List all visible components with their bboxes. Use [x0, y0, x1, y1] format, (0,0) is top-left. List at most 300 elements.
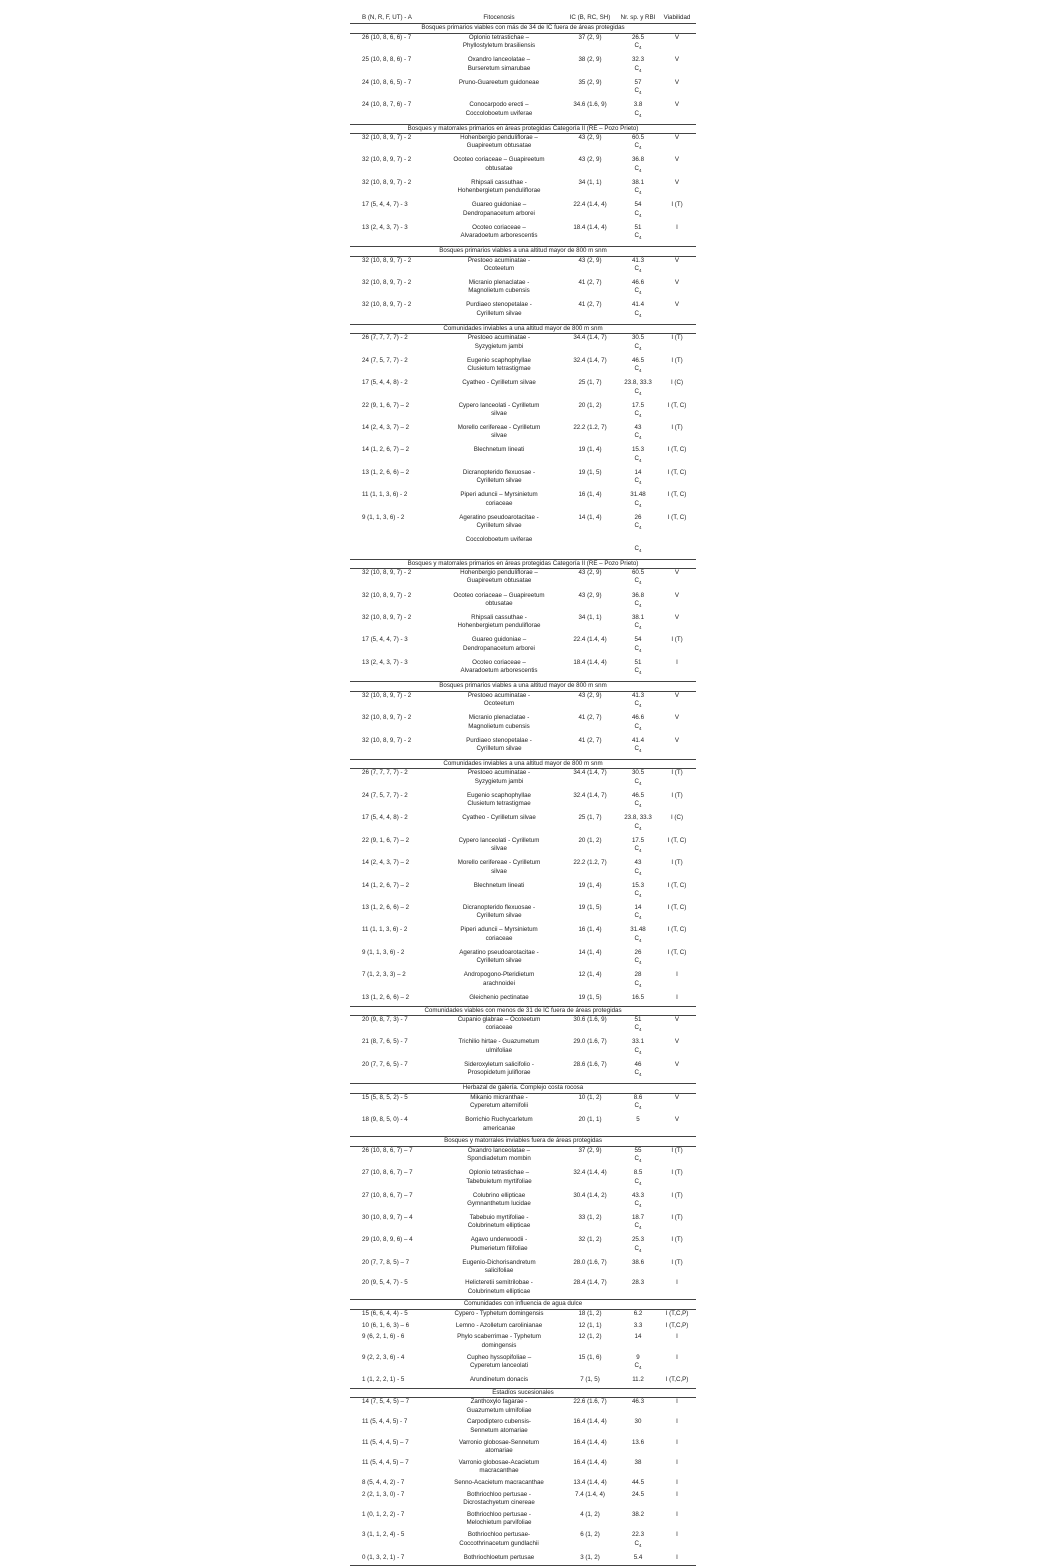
header-b: B (N, R, F, UT) - A	[350, 14, 436, 24]
cell-viabilidad: V	[674, 178, 680, 186]
header-nr: Nr. sp. y RBI	[618, 14, 658, 24]
cell-nr	[618, 1116, 658, 1137]
fitocenosis-name: Varronio globosae-Sennetum atomariae	[458, 1438, 540, 1454]
cell-b: 11 (5, 4, 4, 5) – 7	[362, 1438, 409, 1446]
table-row	[350, 1146, 696, 1169]
section-header-row	[350, 247, 696, 256]
section-header-row	[350, 1388, 696, 1397]
cell-b: 20 (9, 5, 4, 7) - 5	[362, 1279, 408, 1287]
table-row	[350, 1214, 696, 1236]
cell-viabilidad: I (T)	[671, 1214, 683, 1222]
fitocenosis-name: Prestoeo acuminatae - Ocoteetum	[467, 256, 531, 272]
cell-b: 9 (2, 2, 3, 6) - 4	[362, 1353, 405, 1361]
table-row	[350, 201, 696, 223]
cell-ic: 22.6 (1.6, 7)	[573, 1398, 607, 1406]
cell-ic: 43 (2, 9)	[578, 133, 602, 141]
table-row	[350, 514, 696, 536]
cell-b: 32 (10, 8, 9, 7) - 2	[362, 714, 412, 722]
cell-ic: 43 (2, 9)	[578, 591, 602, 599]
nr-value: 14	[634, 468, 642, 476]
cell-viabilidad: I (T, C)	[667, 948, 687, 956]
c4-marker: $C_4$	[634, 365, 642, 374]
nr-value: 31.48	[630, 926, 646, 934]
cell-nr	[618, 837, 658, 859]
cell-viabilidad: I (T)	[671, 1169, 683, 1177]
nr-value: 11.2	[632, 1375, 644, 1383]
section-title: Bosques y matorrales primarios en áreas protegidas Categoría II (RE – Pozo Prieto)	[350, 124, 696, 133]
table-row	[350, 33, 696, 56]
c4-marker: $C_4$	[634, 1155, 642, 1164]
cell-fitocenosis	[436, 592, 562, 614]
cell-viabilidad: I	[676, 1418, 678, 1426]
cell-fitocenosis	[436, 33, 562, 56]
table-row	[350, 659, 696, 682]
c4-marker: $C_4$	[634, 499, 642, 508]
cell-nr	[618, 1259, 658, 1279]
cell-b: 32 (10, 8, 9, 7) - 2	[362, 178, 412, 186]
fitocenosis-name: Purdiaeo stenopetalae - Cyrilletum silvae	[466, 736, 532, 752]
cell-viabilidad: I (T)	[671, 334, 683, 342]
nr-value: 3.3	[633, 1321, 643, 1329]
cell-viabilidad: V	[674, 1038, 680, 1046]
nr-value: 51	[634, 223, 642, 231]
cell-nr	[618, 904, 658, 926]
cell-fitocenosis	[436, 1236, 562, 1258]
section-header-row	[350, 24, 696, 33]
table-header-row	[350, 14, 696, 24]
cell-nr	[618, 133, 658, 156]
nr-value: 36.8	[631, 156, 645, 164]
cell-fitocenosis	[436, 971, 562, 993]
table-row	[350, 536, 696, 559]
cell-b: 25 (10, 8, 8, 6) - 7	[362, 56, 412, 64]
cell-fitocenosis	[436, 469, 562, 491]
table-row	[350, 334, 696, 357]
cell-b	[350, 536, 436, 559]
cell-ic: 43 (2, 9)	[578, 691, 602, 699]
cell-b: 26 (10, 8, 6, 7) – 7	[362, 1146, 413, 1154]
nr-value: 28.3	[631, 1279, 645, 1287]
table-row	[350, 301, 696, 324]
table-row	[350, 79, 696, 101]
cell-nr	[618, 1531, 658, 1553]
cell-viabilidad: I	[676, 223, 678, 231]
section-header-row	[350, 559, 696, 568]
cell-b: 27 (10, 8, 6, 7) – 7	[362, 1169, 413, 1177]
nr-value: 43.3	[631, 1191, 645, 1199]
cell-viabilidad: I	[676, 1553, 678, 1561]
cell-ic: 20 (1, 2)	[578, 836, 602, 844]
cell-b: 2 (2, 1, 3, 0) - 7	[362, 1490, 405, 1498]
fitocenosis-name: Cypero lanceolati - Cyrilletum silvae	[458, 401, 540, 417]
cell-b: 32 (10, 8, 9, 7) - 2	[362, 279, 412, 286]
cell-b: 22 (9, 1, 6, 7) – 2	[362, 401, 410, 409]
section-header-row	[350, 1137, 696, 1146]
cell-ic: 13.4 (1.4, 4)	[573, 1478, 607, 1486]
cell-viabilidad: V	[674, 613, 680, 621]
cell-viabilidad: V	[674, 33, 680, 41]
c4-marker: $C_4$	[634, 957, 642, 966]
cell-fitocenosis	[436, 737, 562, 760]
cell-viabilidad: I (T, C)	[667, 446, 687, 454]
cell-b: 32 (10, 8, 9, 7) - 2	[362, 569, 412, 577]
nr-value: 41.3	[631, 691, 645, 699]
cell-b: 11 (1, 1, 3, 6) - 2	[362, 491, 408, 499]
cell-viabilidad: I	[676, 1458, 678, 1466]
cell-ic: 16.4 (1.4, 4)	[573, 1418, 607, 1426]
nr-value: 8.5	[633, 1169, 643, 1177]
table-row	[350, 469, 696, 491]
cell-fitocenosis	[436, 301, 562, 324]
section-header-row	[350, 682, 696, 691]
fitocenosis-name: Ocoteo coriaceae – Alvaradoetum arborescentis	[460, 658, 538, 675]
cell-ic: 38 (2, 9)	[578, 56, 602, 64]
fitocenosis-name: Varronio globosae-Acacietum macracanthae	[458, 1458, 540, 1475]
cell-nr	[618, 1418, 658, 1438]
cell-nr	[618, 334, 658, 357]
c4-marker: $C_4$	[634, 287, 642, 296]
cell-fitocenosis	[436, 659, 562, 682]
fitocenosis-name: Prestoeo acuminatae - Syzygietum jambi	[467, 769, 531, 785]
nr-value: 46.6	[631, 714, 645, 722]
cell-viabilidad: I	[676, 1438, 678, 1446]
cell-nr	[618, 1479, 658, 1491]
cell-fitocenosis	[436, 402, 562, 424]
table-row	[350, 1061, 696, 1084]
cell-viabilidad: I (T)	[671, 1258, 683, 1266]
c4-marker: $C_4$	[634, 1069, 642, 1078]
nr-value: 51	[634, 658, 642, 666]
cell-nr	[618, 1439, 658, 1459]
table-row	[350, 1418, 696, 1438]
nr-value: 54	[634, 201, 642, 209]
c4-marker: $C_4$	[634, 477, 642, 486]
nr-value: 25.3	[631, 1236, 645, 1244]
section-title: Bosques primarios viables con más de 34 de IC fuera de áreas protegidas	[350, 24, 696, 33]
c4-marker: $C_4$	[634, 544, 642, 553]
cell-b: 15 (6, 6, 4, 4) - 5	[362, 1309, 408, 1317]
cell-nr	[618, 1354, 658, 1376]
cell-ic	[562, 536, 618, 559]
cell-fitocenosis	[436, 569, 562, 592]
section-header-row	[350, 1084, 696, 1093]
cell-viabilidad: I	[676, 971, 678, 979]
cell-nr	[618, 279, 658, 301]
cell-ic: 34 (1, 1)	[578, 613, 602, 621]
cell-viabilidad: I (T, C)	[667, 468, 687, 476]
table-row	[350, 859, 696, 881]
cell-fitocenosis	[436, 334, 562, 357]
cell-ic: 35 (2, 9)	[578, 78, 602, 86]
fitocenosis-name: Agavo underwoodii - Plumerietum filifoliae	[470, 1236, 528, 1252]
fitocenosis-name: Cypero - Typhetum domingensis	[454, 1309, 544, 1317]
nr-value: 46.6	[631, 279, 645, 286]
section-header-row	[350, 1300, 696, 1309]
fitocenosis-name: Prestoeo acuminatae - Syzygietum jambi	[467, 334, 531, 350]
cell-b: 9 (6, 2, 1, 6) - 6	[362, 1333, 405, 1341]
c4-marker: $C_4$	[634, 187, 642, 196]
fitocenosis-name: Bothriochloo pertusae - Dicrostachyetum cinereae	[463, 1490, 535, 1507]
cell-nr	[618, 1398, 658, 1419]
cell-b: 32 (10, 8, 9, 7) - 2	[362, 156, 412, 164]
cell-nr	[618, 1376, 658, 1388]
fitocenosis-name: Phylo scaberrimae - Typhetum domingensis	[457, 1333, 541, 1349]
cell-nr	[618, 949, 658, 971]
nr-value: 8.6	[633, 1093, 643, 1101]
nr-value: 5	[636, 1116, 640, 1124]
nr-value: 46	[634, 1060, 642, 1068]
cell-fitocenosis	[436, 1038, 562, 1060]
cell-ic: 18.4 (1.4, 4)	[573, 658, 607, 666]
cell-viabilidad: V	[674, 78, 680, 86]
table-row	[350, 1333, 696, 1353]
table-row	[350, 424, 696, 446]
cell-b: 26 (7, 7, 7, 7) - 2	[362, 334, 408, 342]
c4-marker: $C_4$	[634, 744, 642, 754]
table-row	[350, 949, 696, 971]
table-row	[350, 737, 696, 760]
nr-value: 51	[634, 1015, 642, 1023]
cell-b: 13 (1, 2, 6, 6) – 2	[362, 904, 410, 911]
table-row	[350, 156, 696, 178]
cell-ic: 16 (1, 4)	[578, 926, 602, 934]
table-row	[350, 402, 696, 424]
cell-b: 32 (10, 8, 9, 7) - 2	[362, 301, 412, 309]
c4-marker: $C_4$	[634, 867, 642, 876]
c4-marker: $C_4$	[634, 722, 642, 731]
fitocenosis-name: Mikanio micranthae - Cyperetum alternifolii	[469, 1093, 529, 1110]
cell-b: 30 (10, 8, 9, 7) – 4	[362, 1214, 413, 1222]
cell-fitocenosis	[436, 691, 562, 714]
cell-nr	[618, 994, 658, 1006]
table-row	[350, 279, 696, 301]
cell-fitocenosis	[436, 1554, 562, 1566]
fitocenosis-name: Ageratino pseudoarotacitae - Cyrilletum silvae	[459, 948, 539, 965]
cell-ic: 25 (1, 7)	[578, 379, 602, 387]
fitocenosis-name: Ageratino pseudoarotacitae - Cyrilletum silvae	[459, 513, 539, 530]
cell-ic: 41 (2, 7)	[578, 736, 602, 744]
c4-marker: $C_4$	[634, 87, 642, 96]
table-row	[350, 133, 696, 156]
cell-viabilidad: I	[676, 1353, 678, 1361]
cell-viabilidad: V	[674, 691, 680, 699]
nr-value: 18.7	[631, 1214, 645, 1222]
c4-marker: $C_4$	[634, 1361, 642, 1371]
vegetation-table-document	[350, 14, 696, 1566]
fitocenosis-name: Bothriochloetum pertusae	[463, 1553, 535, 1561]
fitocenosis-name: Eugenio-Dichorisandretum salicifoliae	[462, 1258, 536, 1275]
cell-nr	[618, 792, 658, 814]
c4-marker: $C_4$	[634, 622, 642, 631]
nr-value: 17.5	[631, 836, 645, 844]
section-header-row	[350, 759, 696, 768]
table-row	[350, 491, 696, 513]
section-title: Comunidades con influencia de agua dulce	[350, 1300, 696, 1309]
cell-viabilidad: V	[674, 133, 680, 141]
nr-value: 46.3	[631, 1398, 645, 1406]
cell-b: 32 (10, 8, 9, 7) - 2	[362, 256, 412, 264]
cell-nr	[618, 1146, 658, 1169]
table-row	[350, 56, 696, 78]
cell-fitocenosis	[436, 536, 562, 559]
cell-nr	[618, 424, 658, 446]
cell-b: 20 (7, 7, 6, 5) - 7	[362, 1060, 408, 1068]
cell-fitocenosis	[436, 446, 562, 468]
cell-b: 24 (10, 8, 7, 6) - 7	[362, 101, 412, 109]
c4-marker: $C_4$	[634, 64, 642, 73]
cell-nr	[618, 1214, 658, 1236]
c4-marker: $C_4$	[634, 845, 642, 854]
fitocenosis-name: Ocoteo coriaceae – Guapireetum obtusatae	[453, 591, 545, 607]
table-row	[350, 1376, 696, 1388]
cell-b: 8 (5, 4, 4, 2) - 7	[362, 1478, 405, 1486]
cell-ic: 3 (1, 2)	[580, 1553, 600, 1561]
cell-viabilidad: I	[676, 1510, 678, 1518]
cell-ic: 7.4 (1.4, 4)	[575, 1490, 605, 1498]
cell-nr	[618, 357, 658, 379]
cell-viabilidad: V	[674, 714, 680, 722]
fitocenosis-name: Blechnetum lineati	[473, 446, 525, 454]
fitocenosis-name: Rhipsali cassuthae - Hohenbergietum penduliflorae	[457, 613, 541, 630]
cell-ic: 14 (1, 4)	[578, 948, 602, 956]
cell-viabilidad: I (T)	[671, 636, 683, 644]
cell-ic: 22.2 (1.2, 7)	[573, 859, 607, 867]
cell-viabilidad: I (T, C)	[667, 401, 687, 409]
table-row	[350, 814, 696, 836]
fitocenosis-name: Prestoeo acuminatae - Ocoteetum	[467, 691, 531, 708]
nr-value: 26.5	[631, 33, 645, 41]
table-row	[350, 971, 696, 993]
fitocenosis-name: Arundinetum donacis	[469, 1375, 529, 1383]
cell-b: 32 (10, 8, 9, 7) - 2	[362, 736, 412, 744]
cell-nr	[618, 379, 658, 401]
cell-nr	[618, 1554, 658, 1566]
cell-viabilidad: V	[674, 1093, 680, 1101]
cell-nr	[618, 569, 658, 592]
section-title: Bosques y matorrales inviables fuera de áreas protegidas	[350, 1137, 696, 1146]
cell-ic: 34.4 (1.4, 7)	[573, 334, 607, 342]
section-title: Bosques y matorrales primarios en áreas protegidas Categoría II (RE – Pozo Prieto)	[350, 559, 696, 568]
cell-ic: 34.4 (1.4, 7)	[573, 769, 607, 777]
cell-ic: 33 (1, 2)	[578, 1214, 602, 1222]
nr-value: 14	[634, 904, 642, 911]
nr-value: 32.3	[631, 56, 645, 64]
cell-fitocenosis	[436, 256, 562, 279]
cell-fitocenosis	[436, 79, 562, 101]
fitocenosis-name: Carpodiptero cubensis- Sennetum atomariae	[467, 1418, 531, 1434]
c4-marker: $C_4$	[634, 777, 642, 787]
cell-fitocenosis	[436, 179, 562, 201]
cell-fitocenosis	[436, 714, 562, 736]
cell-b: 32 (10, 8, 9, 7) - 2	[362, 133, 412, 141]
cell-ic: 28.0 (1.6, 7)	[573, 1258, 607, 1266]
cell-viabilidad: I (T)	[671, 791, 683, 799]
section-title: Comunidades inviables a una altitud mayor de 800 m snm	[350, 759, 696, 768]
nr-value: 38.2	[631, 1510, 645, 1518]
cell-b: 11 (1, 1, 3, 6) - 2	[362, 926, 408, 934]
table-row	[350, 1554, 696, 1566]
cell-nr	[618, 1061, 658, 1084]
cell-ic: 34 (1, 1)	[578, 178, 602, 186]
cell-fitocenosis	[436, 904, 562, 926]
table-row	[350, 769, 696, 792]
table-row	[350, 179, 696, 201]
c4-marker: $C_4$	[634, 700, 642, 709]
section-title: Herbazal de galería. Complejo costa rocosa	[350, 1084, 696, 1093]
cell-fitocenosis	[436, 1439, 562, 1459]
cell-nr	[618, 1169, 658, 1191]
cell-nr	[618, 882, 658, 904]
c4-marker: $C_4$	[634, 889, 642, 899]
cell-viabilidad: I (T,C,P)	[665, 1321, 689, 1329]
cell-nr	[618, 714, 658, 736]
cell-ic: 7 (1, 5)	[580, 1375, 600, 1383]
cell-b: 24 (7, 5, 7, 7) - 2	[362, 356, 408, 364]
cell-ic: 30.4 (1.4, 2)	[573, 1191, 607, 1199]
cell-nr	[618, 1236, 658, 1258]
nr-value: 46.5	[631, 791, 645, 799]
table-row	[350, 1279, 696, 1300]
cell-viabilidad: I (T, C)	[667, 881, 687, 889]
fitocenosis-name: Rhipsali cassuthae - Hohenbergietum penduliflorae	[457, 178, 541, 195]
table-row	[350, 1354, 696, 1376]
table-row	[350, 691, 696, 714]
cell-ic: 18.4 (1.4, 4)	[573, 223, 607, 231]
table-row	[350, 614, 696, 636]
cell-ic: 43 (2, 9)	[578, 569, 602, 577]
cell-fitocenosis	[436, 101, 562, 124]
table-row	[350, 1192, 696, 1214]
cell-ic: 32.4 (1.4, 7)	[573, 791, 607, 799]
cell-nr	[618, 1015, 658, 1038]
cell-b: 11 (5, 4, 4, 5) – 7	[362, 1458, 409, 1466]
cell-b: 10 (6, 1, 6, 3) – 6	[362, 1321, 410, 1329]
table-row	[350, 1511, 696, 1531]
table-row	[350, 904, 696, 926]
cell-viabilidad: I	[676, 1490, 678, 1498]
nr-value: 17.5	[631, 401, 645, 409]
nr-value: 31.48	[630, 491, 646, 499]
cell-fitocenosis	[436, 1061, 562, 1084]
section-title: Bosques primarios viables a una altitud mayor de 800 m snm	[350, 682, 696, 691]
cell-viabilidad: I	[676, 1478, 678, 1486]
cell-fitocenosis	[436, 201, 562, 223]
cell-viabilidad: V	[674, 591, 680, 599]
nr-value: 54	[634, 636, 642, 644]
cell-viabilidad: V	[674, 736, 680, 744]
cell-fitocenosis	[436, 994, 562, 1006]
cell-fitocenosis	[436, 424, 562, 446]
cell-fitocenosis	[436, 926, 562, 948]
section-title: Estadíos sucesionales	[350, 1388, 696, 1397]
cell-ic: 29.0 (1.6, 7)	[573, 1038, 607, 1046]
nr-value: 36.8	[631, 591, 645, 599]
cell-b: 14 (1, 2, 6, 7) – 2	[362, 881, 410, 889]
cell-viabilidad: I (T, C)	[667, 926, 687, 934]
c4-marker: $C_4$	[634, 599, 642, 609]
cell-b: 20 (9, 8, 7, 3) - 7	[362, 1015, 408, 1023]
cell-viabilidad: V	[674, 279, 680, 286]
table-row	[350, 1038, 696, 1060]
cell-viabilidad: I	[676, 1531, 678, 1539]
c4-marker: $C_4$	[634, 342, 642, 351]
cell-fitocenosis	[436, 156, 562, 178]
cell-fitocenosis	[436, 614, 562, 636]
cell-b: 1 (1, 2, 2, 1) - 5	[362, 1375, 405, 1383]
fitocenosis-name: Pruno-Guareetum guidoneae	[458, 78, 540, 86]
nr-value: 55	[634, 1146, 642, 1154]
fitocenosis-name: Dicranopterido flexuosae - Cyrilletum silvae	[462, 904, 536, 920]
